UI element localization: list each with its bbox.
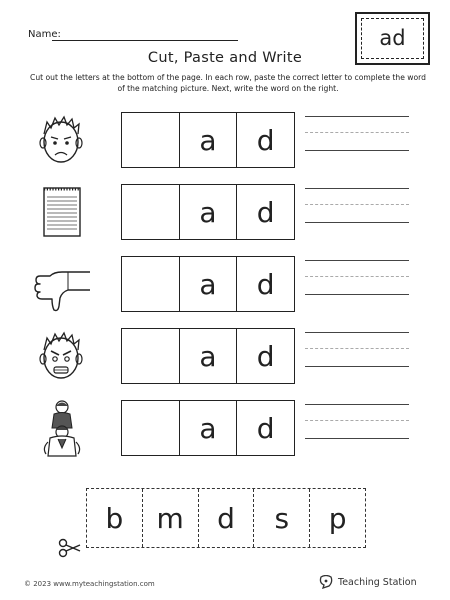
letter-box-3: d (256, 411, 275, 445)
cut-out-strip (86, 488, 366, 548)
cut-letter[interactable]: p (328, 501, 347, 535)
scissors-icon (58, 536, 82, 560)
letter-box-3: d (256, 123, 275, 157)
letter-boxes (121, 184, 295, 240)
writing-lines[interactable] (305, 328, 409, 384)
word-row (0, 326, 450, 386)
word-row (0, 110, 450, 170)
letter-boxes (121, 328, 295, 384)
word-row (0, 254, 450, 314)
letter-box-2: a (180, 329, 238, 383)
letter-box-1[interactable] (122, 113, 180, 167)
letter-box-1[interactable] (122, 401, 180, 455)
copyright-text: © 2023 www.myteachingstation.com (24, 580, 155, 588)
cut-letter[interactable]: m (143, 489, 199, 547)
thumbs-down-icon (32, 254, 90, 314)
brand-logo (318, 575, 417, 589)
teaching-station-logo-icon (318, 575, 334, 589)
badge-dashed-border (361, 18, 424, 59)
cut-letter[interactable]: b (87, 489, 143, 547)
name-line[interactable] (52, 40, 238, 41)
writing-lines[interactable] (305, 256, 409, 312)
letter-box-1[interactable] (122, 185, 180, 239)
letter-box-2: a (180, 401, 238, 455)
letter-boxes (121, 256, 295, 312)
name-label: Name: (28, 29, 61, 40)
writing-lines[interactable] (305, 184, 409, 240)
notepad-icon (32, 182, 90, 242)
page-title: Cut, Paste and Write (147, 50, 303, 66)
letter-box-1[interactable] (122, 329, 180, 383)
letter-box-2: a (180, 185, 238, 239)
cut-letter[interactable]: s (254, 489, 310, 547)
writing-lines[interactable] (305, 112, 409, 168)
mad-boy-icon (32, 326, 90, 386)
instructions: Cut out the letters at the bottom of the page. In each row, paste the correct letter to complete the word of the matching picture. Next, write the word on the right. (30, 73, 426, 93)
brand-name: Teaching Station (338, 576, 417, 588)
letter-boxes (121, 112, 295, 168)
word-family-badge (355, 12, 430, 65)
letter-box-3: d (256, 267, 275, 301)
cut-letter[interactable]: d (199, 489, 255, 547)
badge-text: ad (379, 26, 406, 50)
dad-and-child-icon (32, 398, 90, 458)
letter-box-2: a (180, 257, 238, 311)
letter-box-2: a (180, 113, 238, 167)
writing-lines[interactable] (305, 400, 409, 456)
sad-boy-icon (32, 110, 90, 170)
word-row (0, 182, 450, 242)
letter-box-3: d (256, 339, 275, 373)
letter-box-1[interactable] (122, 257, 180, 311)
letter-boxes (121, 400, 295, 456)
word-row (0, 398, 450, 458)
letter-box-3: d (256, 195, 275, 229)
